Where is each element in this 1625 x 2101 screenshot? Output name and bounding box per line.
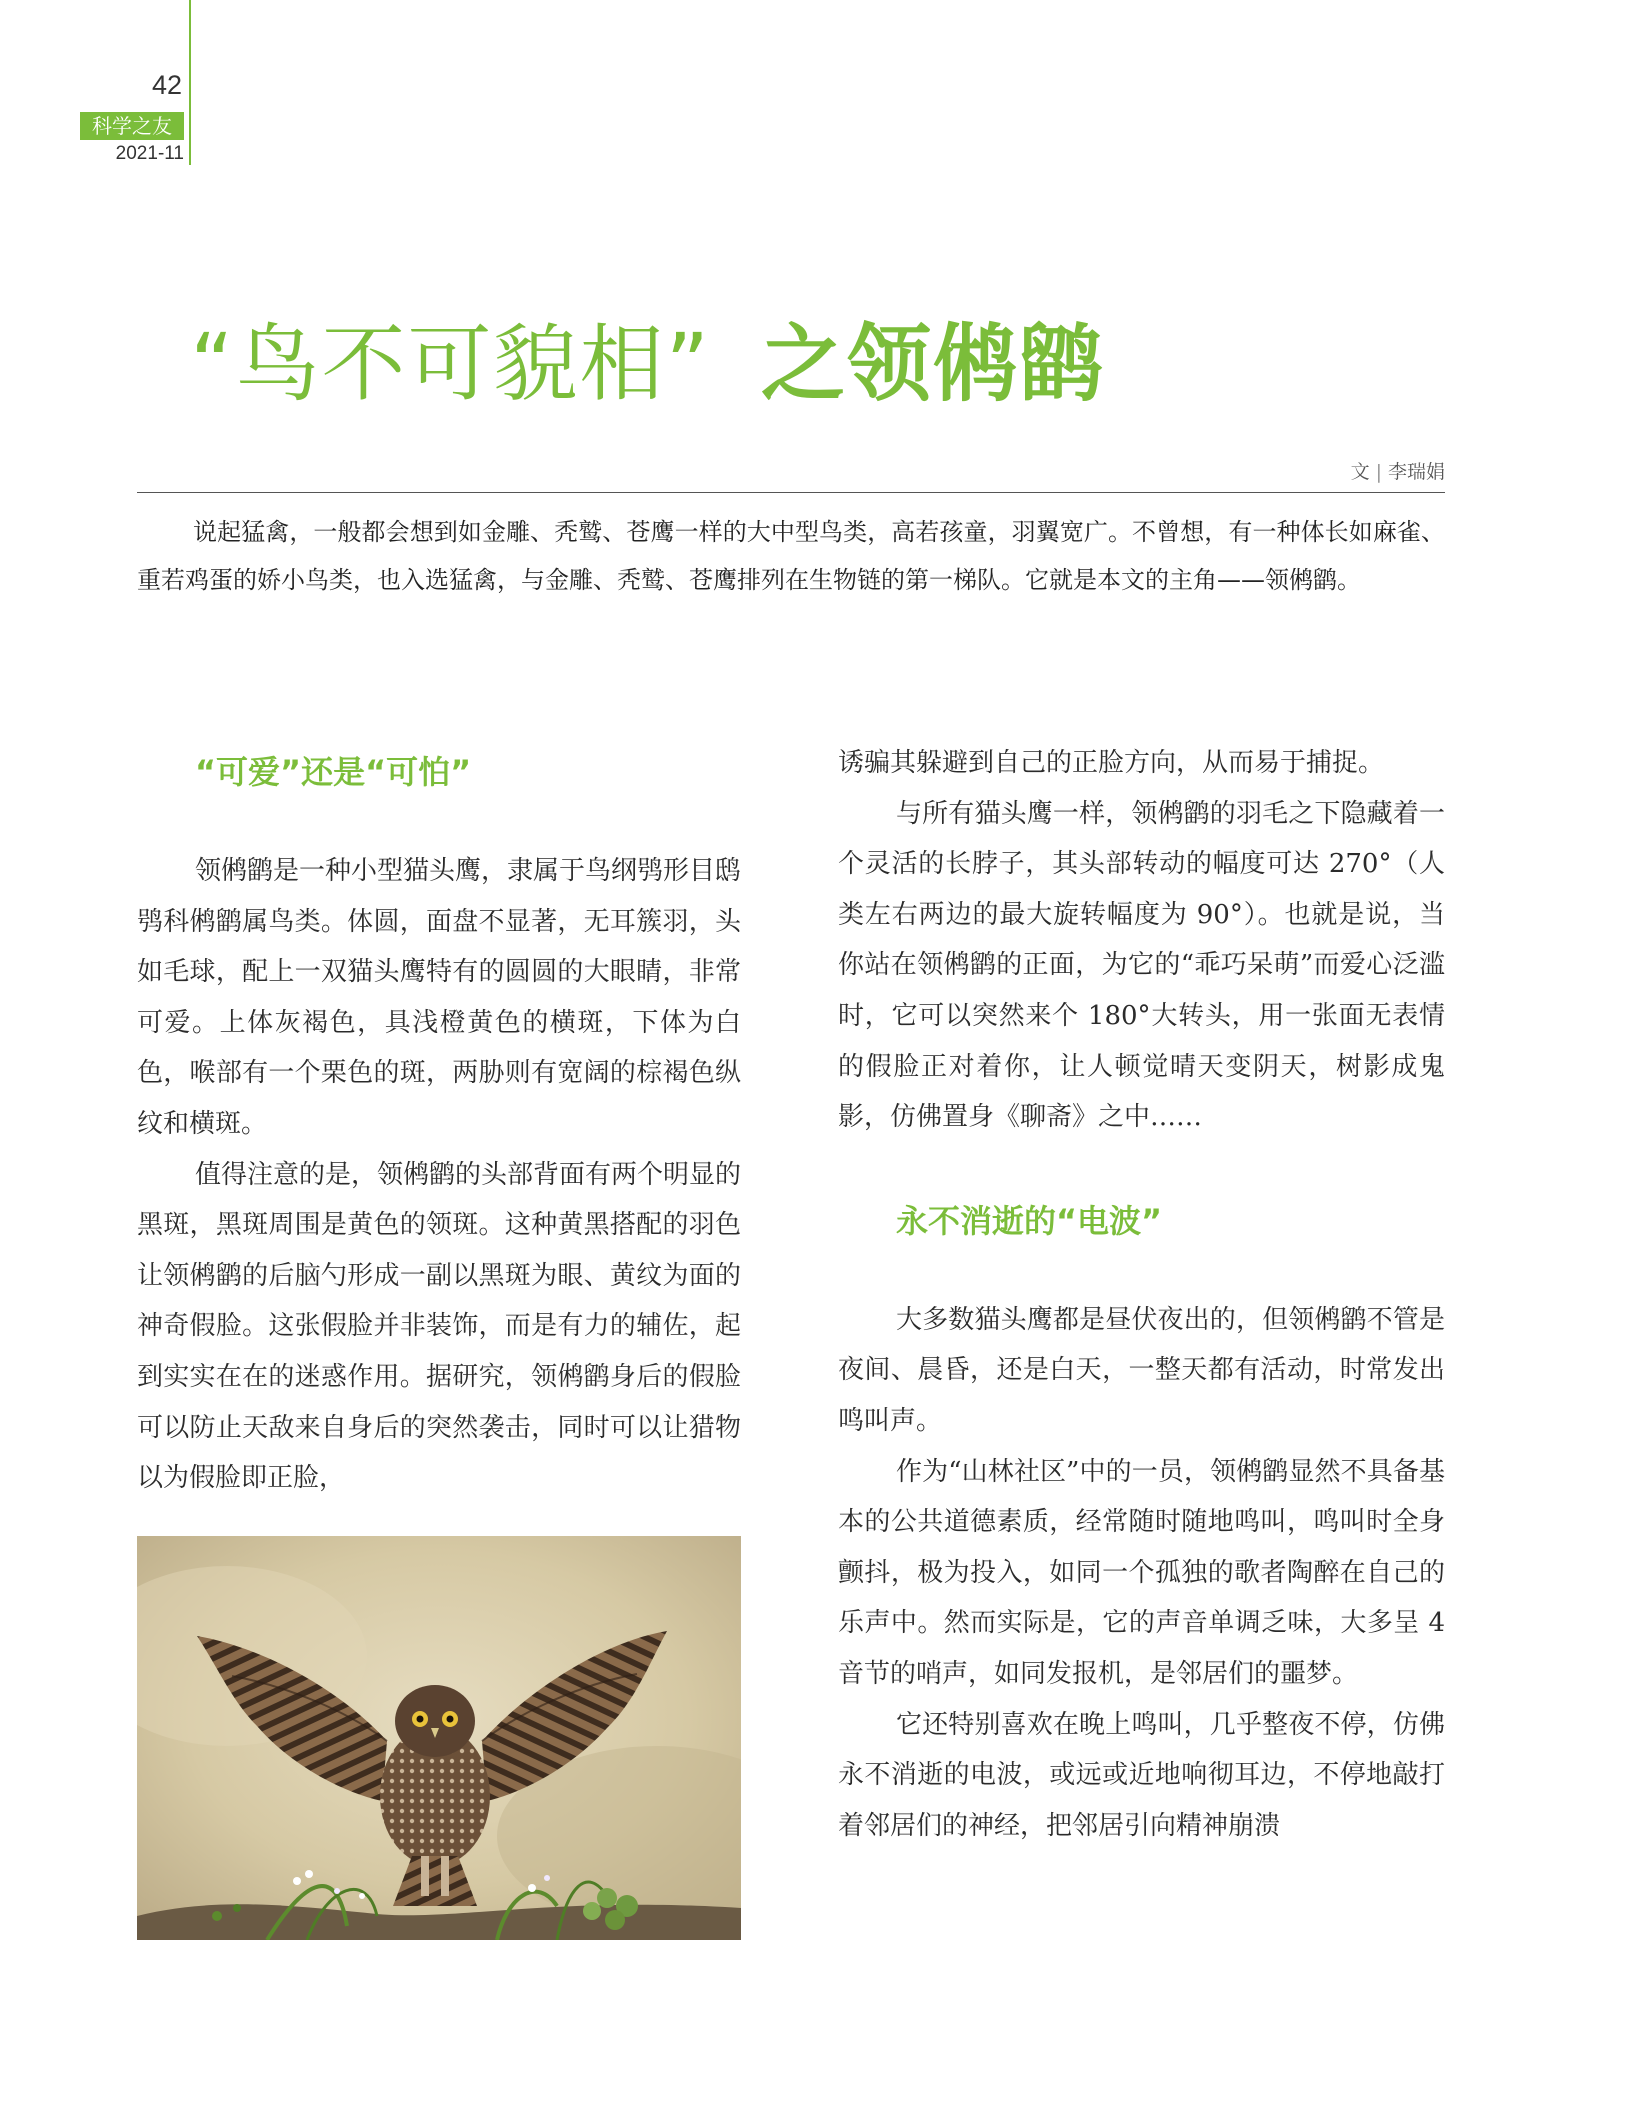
paragraph: 值得注意的是，领鸺鹠的头部背面有两个明显的黑斑，黑斑周围是黄色的领斑。这种黄黑搭配的羽色让领鸺鹠的后脑勺形成一副以黑斑为眼、黄纹为面的神奇假脸。这张假脸并非装饰，而是有力的辅佐，起到实实在在的迷惑作用。据研究，领鸺鹠身后的假脸可以防止天敌来自身后的突然袭击，同时可以让猎物以为假脸即正脸， xyxy=(137,1159,742,1494)
page-number: 42 xyxy=(151,70,182,100)
paragraph: 大多数猫头鹰都是昼伏夜出的，但领鸺鹠不管是夜间、晨昏，还是白天，一整天都有活动，时常发出鸣叫声。 xyxy=(838,1304,1445,1436)
paragraph-continuation: 诱骗其躲避到自己的正脸方向，从而易于捕捉。 xyxy=(838,748,1385,778)
left-column xyxy=(137,738,741,1504)
byline-separator: | xyxy=(1375,461,1382,483)
collared-owlet-photo xyxy=(137,1536,741,1940)
paragraph: 领鸺鹠是一种小型猫头鹰，隶属于鸟纲鸮形目鸱鸮科鸺鹠属鸟类。体圆，面盘不显著，无耳簇羽，头如毛球，配上一双猫头鹰特有的圆圆的大眼睛，非常可爱。上体灰褐色，具浅橙黄色的横斑，下体为白色，喉部有一个栗色的斑，两胁则有宽阔的棕褐色纵纹和横斑。 xyxy=(137,856,742,1139)
section-heading-radio-waves: 永不消逝的“电波” xyxy=(896,1201,1163,1240)
paragraph: 与所有猫头鹰一样，领鸺鹠的羽毛之下隐藏着一个灵活的长脖子，其头部转动的幅度可达 270°（人类左右两边的最大旋转幅度为 90°）。也就是说，当你站在领鸺鹠的正面，为它的“乖巧呆萌”而爱心泛滥时，它可以突然来个 180°大转头，用一张面无表情的假脸正对着你，让人顿觉晴天变阴天，树影成鬼影，仿佛置身《聊斋》之中…… xyxy=(838,798,1445,1133)
margin-accent-line xyxy=(189,0,191,165)
title-quote: “鸟不可貌相” xyxy=(190,315,712,413)
section-heading-cute-or-scary: “可爱”还是“可怕” xyxy=(195,753,472,791)
article-title xyxy=(190,315,1106,413)
paragraph: 作为“山林社区”中的一员，领鸺鹠显然不具备基本的公共道德素质，经常随时随地鸣叫，鸣叫时全身颤抖，极为投入，如同一个孤独的歌者陶醉在自己的乐声中。然而实际是，它的声音单调乏味，大多呈 4 音节的哨声，如同发报机，是邻居们的噩梦。 xyxy=(838,1456,1445,1689)
byline xyxy=(1351,457,1445,484)
right-column xyxy=(838,738,1445,1851)
issue-date: 2021-11 xyxy=(115,143,184,164)
byline-prefix: 文 xyxy=(1350,461,1370,483)
article-intro: 说起猛禽，一般都会想到如金雕、秃鹫、苍鹰一样的大中型鸟类，高若孩童，羽翼宽广。不曾想，有一种体长如麻雀、重若鸡蛋的娇小鸟类，也入选猛禽，与金雕、秃鹫、苍鹰排列在生物链的第一梯队。它就是本文的主角——领鸺鹠。 xyxy=(137,518,1445,594)
title-name: 之领鸺鹠 xyxy=(761,315,1106,413)
author-name: 李瑞娟 xyxy=(1387,461,1445,483)
title-divider xyxy=(137,492,1445,493)
magazine-name-badge: 科学之友 xyxy=(80,112,184,140)
paragraph: 它还特别喜欢在晚上鸣叫，几乎整夜不停，仿佛永不消逝的电波，或远或近地响彻耳边，不停地敲打着邻居们的神经，把邻居引向精神崩溃 xyxy=(838,1709,1445,1841)
